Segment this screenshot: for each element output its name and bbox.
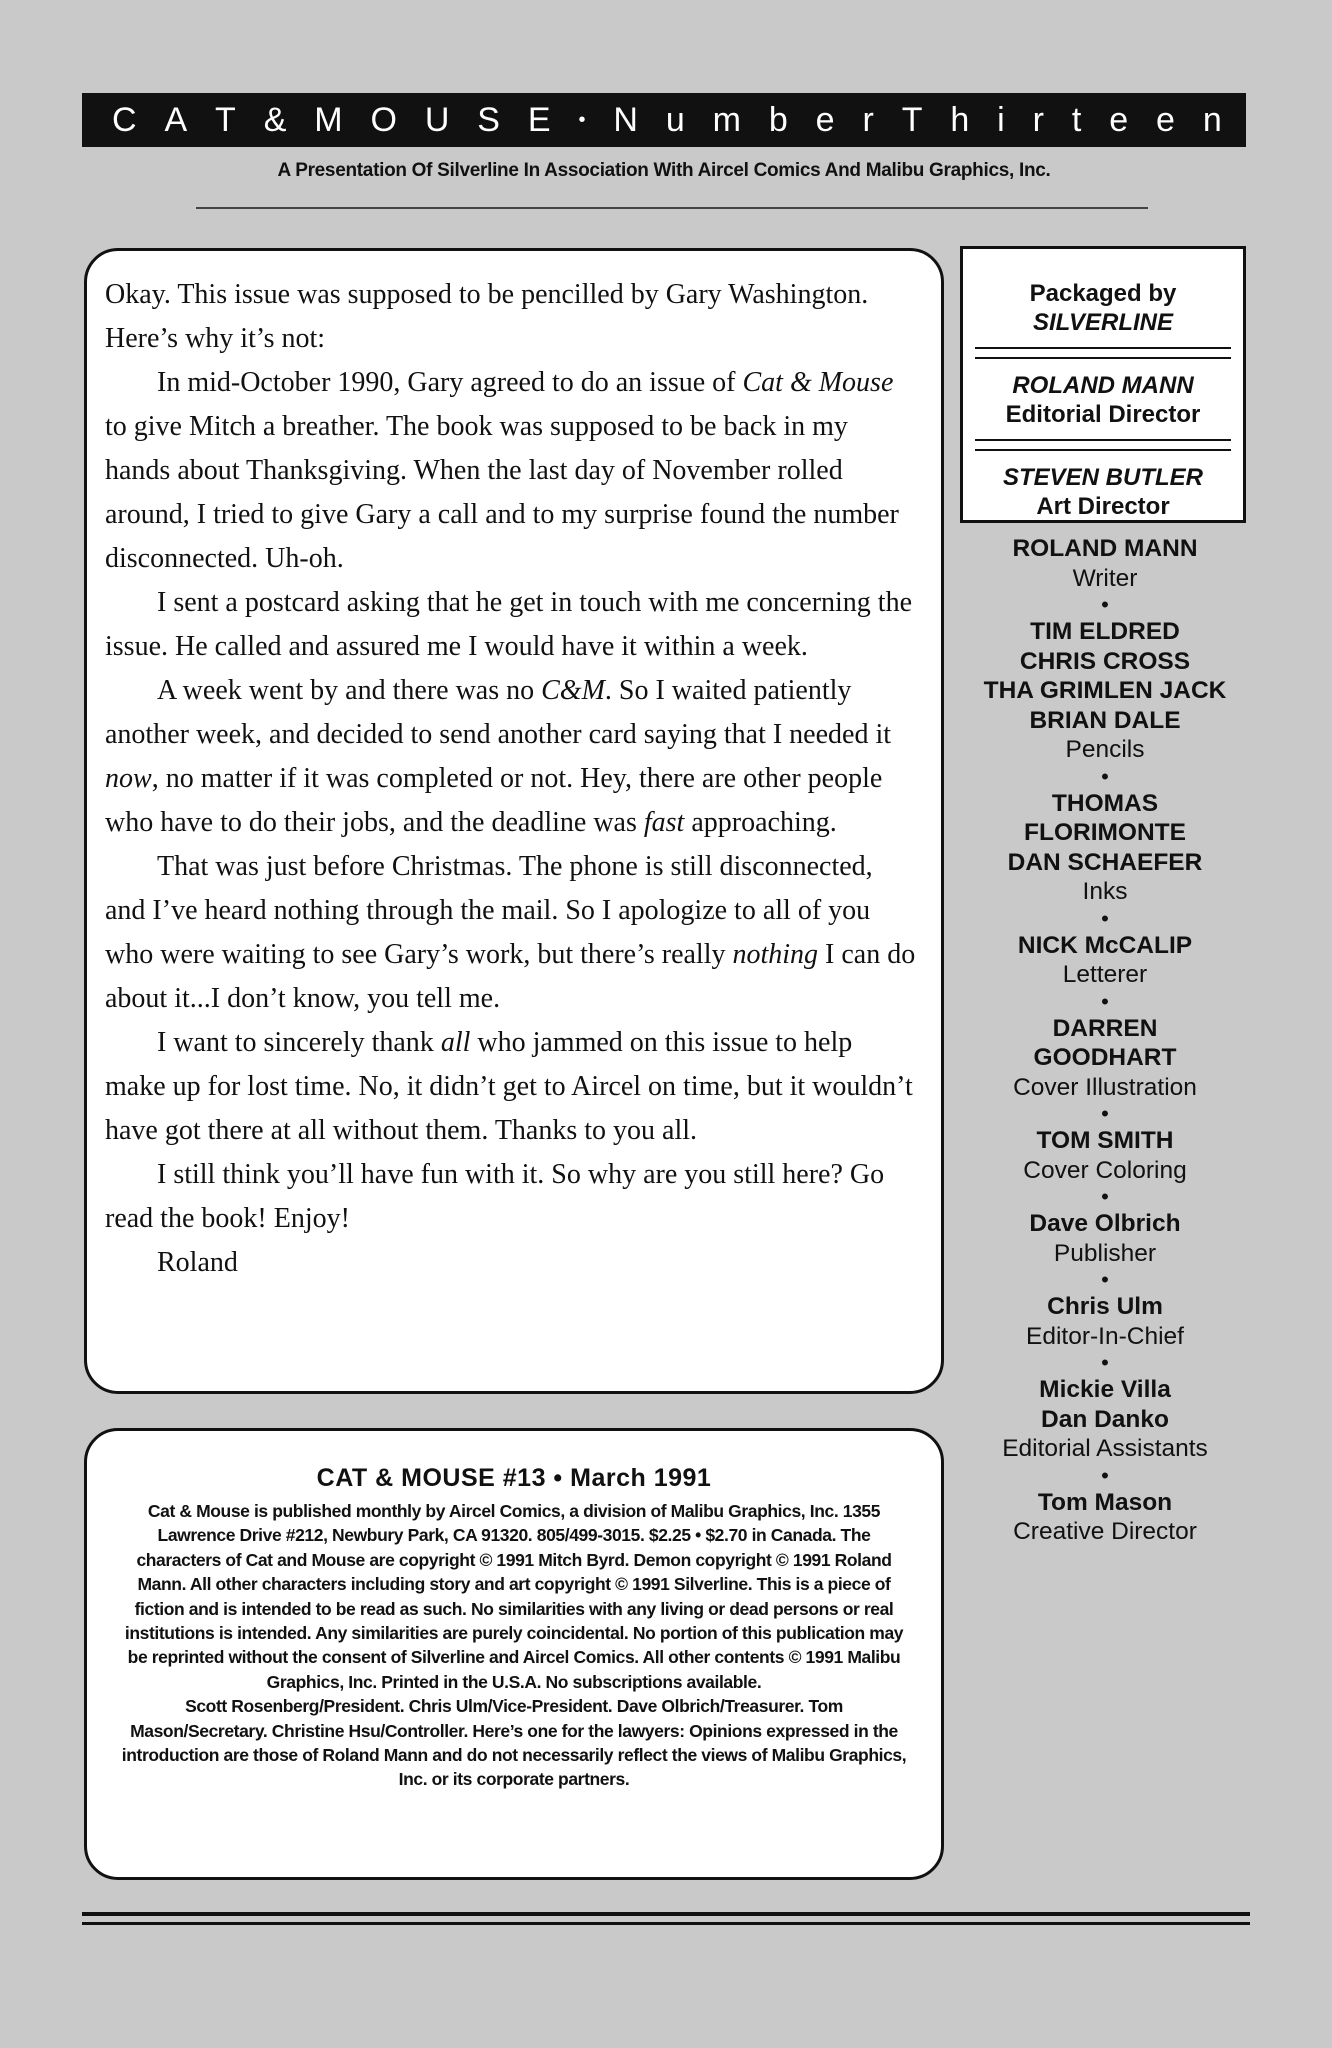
credit-role: Pencils (1065, 736, 1145, 763)
title-letter: e (815, 100, 835, 139)
letter-paragraph: I still think you’ll have fun with it. So why are you still here? Go read the book! Enjoy! (105, 1159, 885, 1234)
title-letter: M (314, 100, 343, 139)
title-letter: T (215, 100, 236, 139)
bottom-rule (82, 1912, 1250, 1916)
credit-separator: • (1101, 592, 1109, 617)
letter-paragraph: That was just before Christmas. The phone is still disconnected, and I’ve heard nothing through the mail. So I apologize to all of you who were waiting to see Gary’s work, but there’s really nothing I can do about it...I don’t know, you tell me. (105, 851, 916, 1014)
credit-separator: • (1101, 1101, 1109, 1126)
credit-role: Cover Coloring (1023, 1156, 1187, 1184)
credit-name: CHRIS CROSS (1019, 647, 1191, 675)
credit-separator: • (1101, 763, 1109, 789)
title-letter: E (527, 100, 551, 139)
credit-name: Tom Mason (1037, 1488, 1173, 1516)
credit-role: Cover Illustration (1013, 1073, 1197, 1101)
letter-paragraph: A week went by and there was no C&M. So I waited patiently another week, and decided to send another card saying that I needed it now, no matter if it was completed or not. Hey, there are other people who have to do their jobs, and the deadline was fast approaching. (105, 675, 892, 838)
title-letter: T (901, 100, 923, 139)
indicia-heading: CAT & MOUSE #13 • March 1991 (316, 1464, 712, 1492)
credit-name: Dan Danko (1041, 1405, 1169, 1433)
title-letter: b (768, 100, 788, 139)
staff-box (960, 246, 1246, 523)
credit-role: Editorial Assistants (1002, 1435, 1208, 1462)
credit-name: Dave Olbrich (1029, 1210, 1181, 1237)
title-letter: u (665, 100, 685, 139)
subtitle: A Presentation Of Silverline In Association With Aircel Comics And Malibu Graphics, Inc. (277, 160, 1051, 181)
art-director-role: Art Director (1036, 493, 1170, 520)
title-letter: C (112, 100, 137, 139)
credit-role: Letterer (1062, 961, 1148, 988)
title-letter: N (613, 100, 638, 139)
indicia-text: Cat & Mouse is published monthly by Aircel Comics, a division of Malibu Graphics, Inc. 1355 Lawrence Drive #212, Newbury Park, CA 91320. 805/499-3015. $2.25 • $2.70 in Canada. The characters of Cat and Mouse are copyright © 1991 Mitch Byrd. Demon copyright © 1991 Roland Mann. All other characters including story and art copyright © 1991 Silverline. This is a piece of fiction and is intended to be read as such. No similarities with any living or dead persons or real institutions is intended. Any similarities are purely coincidental. No portion of this publication may be reprinted without the consent of Silverline and Aircel Comics. All other contents © 1991 Malibu Graphics, Inc. Printed in the U.S.A. No subscriptions available. (124, 1501, 904, 1692)
credit-name: TOM SMITH (1036, 1127, 1174, 1154)
credit-name: Mickie Villa (1039, 1376, 1171, 1403)
credit-role: Inks (1082, 878, 1128, 905)
packager-name: SILVERLINE (1032, 309, 1174, 336)
divider (975, 347, 1231, 359)
credit-name: THOMAS (1051, 789, 1159, 817)
divider (975, 439, 1231, 451)
letter-paragraph: I want to sincerely thank all who jammed on this issue to help make up for lost time. No, it didn’t get to Aircel on time, but it wouldn’t have got there at all without them. Thanks to you all. (105, 1027, 913, 1146)
credit-name: Chris Ulm (1047, 1293, 1163, 1320)
letter-paragraph: In mid-October 1990, Gary agreed to do an issue of Cat & Mouse to give Mitch a breather. The book was supposed to be back in my hands about Thanksgiving. When the last day of November rolled around, I tried to give Gary a call and to my surprise found the number disconnected. Uh-oh. (105, 367, 899, 574)
title-letter: n (1202, 100, 1222, 139)
credit-name: ROLAND MANN (1012, 535, 1198, 562)
letter-paragraph: Okay. This issue was supposed to be pencilled by Gary Washington. Here’s why it’s not: (105, 279, 869, 354)
bottom-rule (82, 1922, 1250, 1925)
title-letter: r (862, 100, 874, 139)
letter-paragraph: I sent a postcard asking that he get in touch with me concerning the issue. He called and assured me I would have it within a week. (105, 587, 913, 662)
credit-role: Writer (1072, 564, 1138, 592)
credit-role: Editor-In-Chief (1026, 1322, 1184, 1350)
title-letter: e (1109, 100, 1129, 139)
credit-name: GOODHART (1033, 1044, 1177, 1071)
credit-separator: • (1101, 1184, 1109, 1209)
credit-name: TIM ELDRED (1030, 618, 1180, 645)
credit-separator: • (1101, 988, 1109, 1014)
letter-signature: Roland (157, 1247, 238, 1278)
title-letter: U (424, 100, 450, 139)
indicia-box (84, 1428, 944, 1880)
editor-letter (84, 248, 944, 1394)
credit-name: DAN SCHAEFER (1007, 848, 1203, 876)
credit-separator: • (1101, 905, 1109, 931)
credit-name: NICK McCALIP (1017, 931, 1193, 959)
credit-separator: • (1101, 1462, 1109, 1488)
credit-role: Creative Director (1013, 1518, 1197, 1545)
credit-role: Publisher (1053, 1239, 1157, 1267)
credit-name: THA GRIMLEN JACK (983, 677, 1227, 704)
editor-role: Editorial Director (1005, 401, 1201, 428)
packaged-label: Packaged by (1029, 280, 1177, 307)
credit-separator: • (1101, 1267, 1109, 1292)
title-letter: A (164, 100, 188, 139)
title-letter: & (263, 100, 287, 139)
title-bar (82, 93, 1246, 147)
editor-name: ROLAND MANN (1012, 372, 1194, 399)
credit-separator: • (1101, 1350, 1109, 1375)
title-letter: • (578, 108, 586, 131)
credit-name: DARREN (1052, 1014, 1158, 1042)
title-letter: e (1156, 100, 1175, 139)
art-director-name: STEVEN BUTLER (1002, 464, 1203, 491)
subtitle-rule (196, 207, 1148, 209)
credits-list (940, 534, 1270, 1547)
title-letter: O (370, 100, 397, 139)
title-letter: S (477, 100, 500, 139)
title-letter: i (997, 100, 1005, 139)
credit-name: BRIAN DALE (1029, 706, 1181, 734)
title-letter: t (1071, 100, 1082, 139)
title-letter: m (712, 100, 741, 139)
credit-name: FLORIMONTE (1024, 819, 1186, 846)
title-letter: r (1032, 100, 1044, 139)
indicia-text: Scott Rosenberg/President. Chris Ulm/Vice-President. Dave Olbrich/Treasurer. Tom Mason/Secretary. Christine Hsu/Controller. Here’s one for the lawyers: Opinions expressed in the introduction are those of Roland Mann and do not necessarily reflect the views of Malibu Graphics, Inc. or its corporate partners. (121, 1696, 907, 1790)
title-letter: h (950, 100, 970, 139)
